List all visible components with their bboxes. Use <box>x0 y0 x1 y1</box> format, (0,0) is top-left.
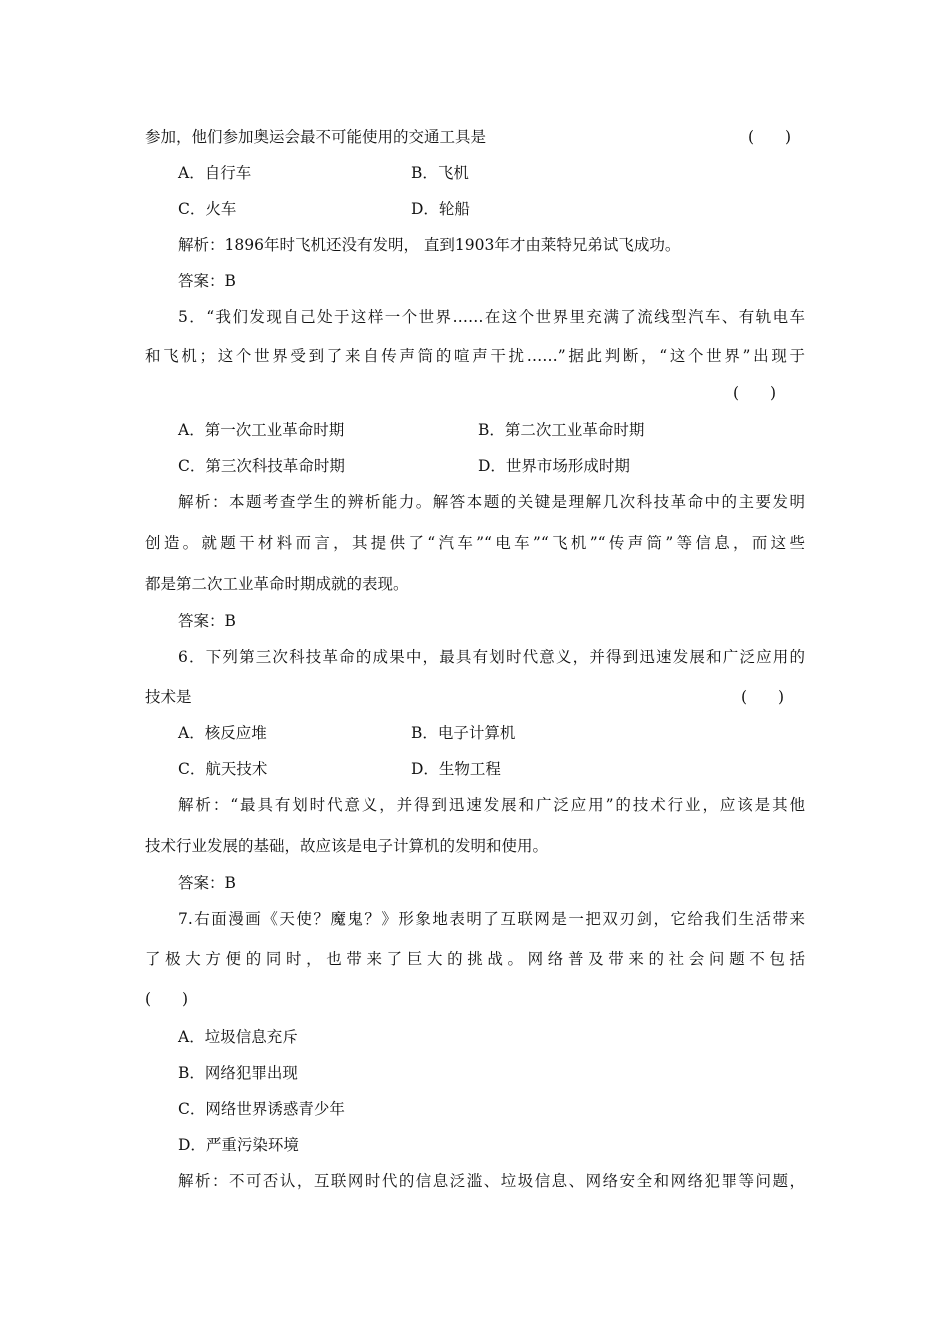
q6-analysis-line-2: 技术行业发展的基础，故应该是电子计算机的发明和使用。 <box>145 837 549 855</box>
q6-option-a: A．核反应堆 <box>178 724 267 742</box>
q4-analysis: 解析：1896年时飞机还没有发明， 直到1903年才由莱特兄弟试飞成功。 <box>178 236 681 254</box>
q6-analysis-line-1: 解析：“最具有划时代意义，并得到迅速发展和广泛应用”的技术行业，应该是其他 <box>178 796 805 814</box>
q7-stem-line-1: 7.右面漫画《天使？魔鬼？》形象地表明了互联网是一把双刃剑，它给我们生活带来 <box>178 910 805 928</box>
q5-analysis-line-2: 创造。就题干材料而言，其提供了“汽车”“电车”“飞机”“传声筒”等信息，而这些 <box>145 534 805 552</box>
q4-option-c: C．火车 <box>178 200 237 218</box>
q4-option-d: D．轮船 <box>411 200 470 218</box>
q7-analysis-line-1: 解析：不可否认，互联网时代的信息泛滥、垃圾信息、网络安全和网络犯罪等问题， <box>178 1172 805 1190</box>
q5-option-c: C．第三次科技革命时期 <box>178 457 345 475</box>
q5-analysis-line-3: 都是第二次工业革命时期成就的表现。 <box>145 575 409 593</box>
q5-stem-line-1: 5．“我们发现自己处于这样一个世界……在这个世界里充满了流线型汽车、有轨电车 <box>178 308 805 326</box>
q4-option-b: B．飞机 <box>411 164 469 182</box>
q6-stem-line-2: 技术是 <box>145 688 192 706</box>
q6-stem-line-1: 6．下列第三次科技革命的成果中，最具有划时代意义，并得到迅速发展和广泛应用的 <box>178 648 805 666</box>
q6-answer-bracket: ( ) <box>741 688 785 706</box>
q6-option-d: D．生物工程 <box>411 760 501 778</box>
q6-answer: 答案：B <box>178 874 236 892</box>
q7-stem-line-2: 了极大方便的同时，也带来了巨大的挑战。网络普及带来的社会问题不包括 <box>145 950 805 968</box>
q5-analysis-line-1: 解析：本题考查学生的辨析能力。解答本题的关键是理解几次科技革命中的主要发明 <box>178 493 805 511</box>
q4-answer-bracket: ( ) <box>748 128 792 146</box>
q5-answer: 答案：B <box>178 612 236 630</box>
q5-answer-bracket: ( ) <box>733 384 777 402</box>
q6-option-b: B．电子计算机 <box>411 724 516 742</box>
q7-option-b: B．网络犯罪出现 <box>178 1064 298 1082</box>
q7-option-a: A．垃圾信息充斥 <box>178 1028 298 1046</box>
q5-stem-line-2: 和飞机；这个世界受到了来自传声筒的喧声干扰……”据此判断，“这个世界”出现于 <box>145 347 805 365</box>
q5-option-a: A．第一次工业革命时期 <box>178 421 345 439</box>
q4-option-a: A．自行车 <box>178 164 252 182</box>
q5-option-d: D．世界市场形成时期 <box>478 457 630 475</box>
q7-option-d: D．严重污染环境 <box>178 1136 299 1154</box>
q5-option-b: B．第二次工业革命时期 <box>478 421 645 439</box>
q4-stem: 参加，他们参加奥运会最不可能使用的交通工具是 <box>145 128 487 146</box>
q6-option-c: C．航天技术 <box>178 760 268 778</box>
q7-option-c: C．网络世界诱惑青少年 <box>178 1100 345 1118</box>
q7-answer-bracket: ( ) <box>145 990 189 1008</box>
q4-answer: 答案：B <box>178 272 236 290</box>
